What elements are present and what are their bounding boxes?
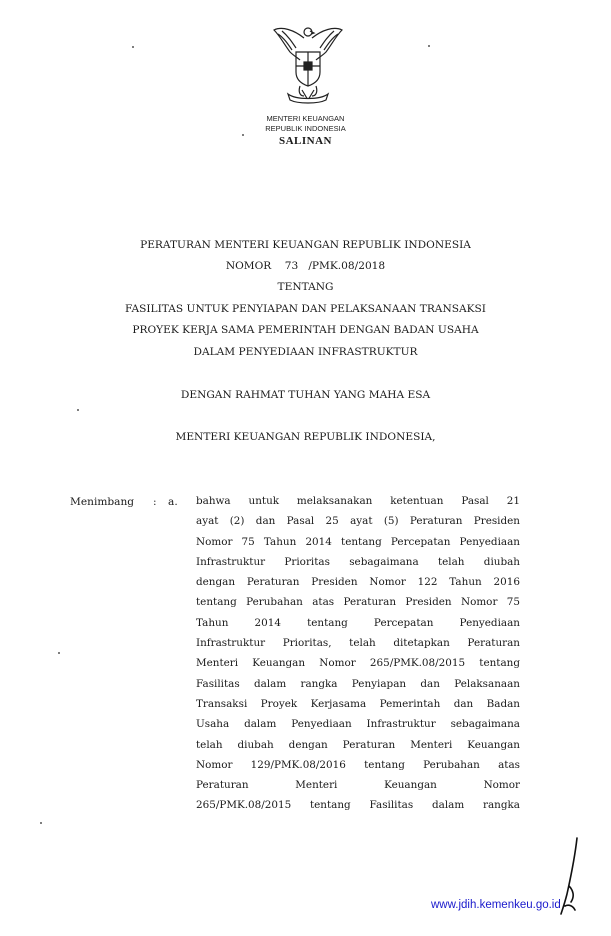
ministry-name: MENTERI KEUANGAN (266, 114, 345, 123)
scan-speck (428, 45, 430, 47)
considering-paragraph (196, 491, 520, 816)
blessing-text: DENGAN RAHMAT TUHAN YANG MAHA ESA (180, 389, 431, 401)
paragraph-line: Peraturan Menteri Keuangan Nomor (196, 779, 520, 792)
garuda-emblem-icon (270, 22, 346, 106)
considering-label: Menimbang (70, 496, 135, 508)
scan-speck (132, 46, 134, 48)
scan-speck (77, 409, 79, 411)
paragraph-line: Nomor 75 Tahun 2014 tentang Percepatan Penyediaan (196, 535, 520, 548)
copy-stamp: SALINAN (278, 135, 332, 147)
paragraph-line: bahwa untuk melaksanakan ketentuan Pasal 21 (196, 495, 520, 507)
regulation-number: NOMOR 73 /PMK.08/2018 (225, 260, 386, 272)
regulation-subject-line3: DALAM PENYEDIAAN INFRASTRUKTUR (193, 346, 418, 358)
paragraph-line: Infrastruktur Prioritas sebagaimana telah diubah (196, 555, 520, 568)
paragraph-line: Menteri Keuangan Nomor 265/PMK.08/2015 tentang (196, 657, 520, 670)
paragraph-line: Fasilitas dalam rangka Penyiapan dan Pelaksanaan (196, 677, 520, 690)
scan-speck (40, 822, 42, 824)
paragraph-line: Transaksi Proyek Kerjasama Pemerintah dan Badan (196, 697, 520, 710)
paragraph-line: ayat (2) dan Pasal 25 ayat (5) Peraturan Presiden (196, 515, 520, 528)
item-marker-a: a. (168, 496, 178, 508)
regulation-subject-line2: PROYEK KERJA SAMA PEMERINTAH DENGAN BADAN USAHA (132, 324, 479, 336)
regulation-title: PERATURAN MENTERI KEUANGAN REPUBLIK INDONESIA (140, 239, 471, 251)
paragraph-line: dengan Peraturan Presiden Nomor 122 Tahun 2016 (196, 576, 520, 589)
paragraph-line: Infrastruktur Prioritas, telah ditetapkan Peraturan (196, 637, 520, 650)
ministry-country: REPUBLIK INDONESIA (265, 124, 346, 133)
paragraph-line: Tahun 2014 tentang Percepatan Penyediaan (196, 616, 520, 629)
regulation-subject-line1: FASILITAS UNTUK PENYIAPAN DAN PELAKSANAAN TRANSAKSI (125, 303, 486, 315)
paragraph-line: 265/PMK.08/2015 tentang Fasilitas dalam rangka (196, 799, 520, 812)
footer-url-link[interactable]: www.jdih.kemenkeu.go.id (431, 899, 561, 911)
scan-speck (58, 652, 60, 654)
regulation-about: TENTANG (277, 281, 334, 293)
paragraph-line: telah diubah dengan Peraturan Menteri Keuangan (196, 738, 520, 751)
scan-speck (242, 134, 244, 136)
paragraph-line: Nomor 129/PMK.08/2016 tentang Perubahan atas (196, 758, 520, 771)
considering-colon: : (153, 496, 157, 508)
paragraph-line: tentang Perubahan atas Peraturan Presiden Nomor 75 (196, 596, 520, 609)
paragraph-line: Usaha dalam Penyediaan Infrastruktur sebagaimana (196, 718, 520, 731)
authority-text: MENTERI KEUANGAN REPUBLIK INDONESIA, (175, 431, 436, 443)
